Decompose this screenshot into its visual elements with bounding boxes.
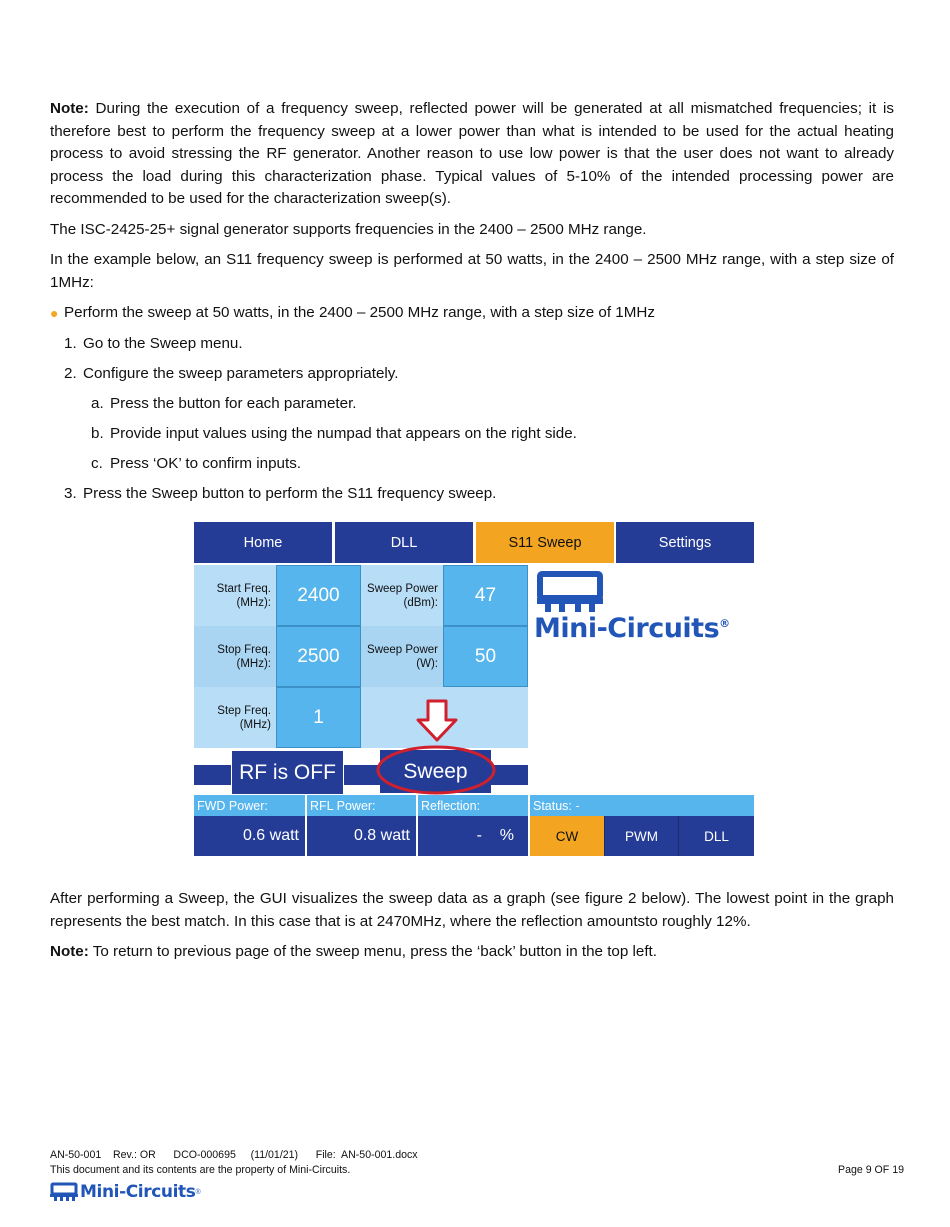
step-number: 3. [64, 484, 77, 502]
sweep-power-w-input[interactable]: 50 [443, 626, 528, 687]
sweep-power-dbm-label-line1: Sweep Power [367, 582, 438, 595]
logo-wordmark [534, 613, 730, 644]
footer-logo-text: Mini-Circuits [80, 1182, 196, 1202]
sweep-power-dbm-label [361, 565, 443, 626]
mini-circuits-chip-icon [537, 571, 603, 613]
logo-text: Mini-Circuits [534, 613, 720, 644]
reflection-readout [418, 816, 528, 856]
status-bar: Status: - [530, 795, 754, 816]
reflection-value: - [476, 827, 482, 844]
substep-item [50, 423, 894, 446]
stop-freq-label-line1: Stop Freq. [217, 643, 271, 656]
fwd-power-value: 0.6 [242, 827, 266, 844]
substep-letter: a. [91, 394, 104, 412]
tab-s11-sweep[interactable]: S11 Sweep [476, 522, 614, 563]
stop-freq-input[interactable]: 2500 [276, 626, 361, 687]
fwd-power-title: FWD Power: [194, 795, 305, 816]
fwd-power-unit: watt [269, 827, 299, 844]
mode-dll-button[interactable]: DLL [679, 816, 754, 856]
sweep-power-w-label-line1: Sweep Power [367, 643, 438, 656]
example-paragraph: In the example below, an S11 frequency sweep is performed at 50 watts, in the 2400 – 2500 MHz range, with a step size of 1MHz: [50, 251, 894, 291]
bullet-icon: ● [50, 305, 59, 321]
step-item [50, 483, 894, 506]
fwd-power-readout [194, 816, 305, 856]
substep-letter: c. [91, 454, 103, 472]
step-text: Go to the Sweep menu. [83, 334, 243, 352]
substep-letter: b. [91, 424, 104, 442]
back-note-label: Note: [50, 943, 89, 960]
rfl-power-title: RFL Power: [307, 795, 416, 816]
stop-freq-label [194, 626, 276, 687]
sweep-power-dbm-label-line2: (dBm): [403, 596, 438, 609]
gui-figure [194, 522, 754, 857]
sweep-power-w-label-line2: (W): [416, 657, 438, 670]
footer-page-number: Page 9 OF 19 [838, 1164, 904, 1176]
substep-item [50, 453, 894, 476]
mode-pwm-button[interactable]: PWM [605, 816, 679, 856]
step-number: 2. [64, 364, 77, 382]
results-paragraph: After performing a Sweep, the GUI visualizes the sweep data as a graph (see figure 2 below). The lowest point in the graph represents the best match. In this case that is at 2470MHz, where the reflection amountsto roughly 12%. [50, 890, 894, 930]
substep-text: Provide input values using the numpad that appears on the right side. [110, 424, 577, 442]
step-item [50, 333, 894, 356]
mode-cw-button[interactable]: CW [530, 816, 605, 856]
arrow-down-icon [414, 698, 460, 744]
substep-text: Press the button for each parameter. [110, 394, 357, 412]
start-freq-label-line2: (MHz): [236, 596, 271, 609]
footer-doc-info: AN-50-001 Rev.: OR DCO-000695 (11/01/21) File: AN-50-001.docx [50, 1149, 418, 1161]
logo-registered: ® [719, 617, 730, 630]
step-freq-input[interactable]: 1 [276, 687, 361, 748]
step-freq-label-line2: (MHz) [239, 718, 271, 731]
start-freq-label [194, 565, 276, 626]
highlight-ellipse [374, 744, 498, 796]
substep-item [50, 393, 894, 416]
note-label: Note: [50, 100, 89, 117]
back-note-text: To return to previous page of the sweep menu, press the ‘back’ button in the top left. [88, 943, 657, 960]
tab-settings[interactable]: Settings [616, 522, 754, 563]
rfl-power-readout [307, 816, 416, 856]
back-note-paragraph [50, 941, 894, 964]
mini-circuits-chip-icon [50, 1182, 78, 1202]
substep-text: Press ‘OK’ to confirm inputs. [110, 454, 302, 472]
step-number: 1. [64, 334, 77, 352]
stop-freq-label-line2: (MHz): [236, 657, 271, 670]
tab-home[interactable]: Home [194, 522, 332, 563]
start-freq-label-line1: Start Freq. [216, 582, 271, 595]
footer-property-notice: This document and its contents are the property of Mini-Circuits. [50, 1164, 351, 1176]
bullet-text: Perform the sweep at 50 watts, in the 2400 – 2500 MHz range, with a step size of 1MHz [64, 304, 655, 321]
rf-toggle-button[interactable]: RF is OFF [231, 750, 344, 795]
bullet-item [50, 302, 894, 325]
step-freq-label [194, 687, 276, 748]
document-body-after-figure [50, 888, 894, 972]
note-text: During the execution of a frequency sweep, reflected power will be generated at all mismatched frequencies; it is therefore best to perform the frequency sweep at a lower power than what is intended to be used for the actual heating process to avoid stressing the RF generator. Another reason to use low power is that the user does not want to already process the load during this characterization phase. Typical values of 5-10% of the intended processing power are recommended to be used for the characterization sweep(s). [50, 100, 894, 207]
reflection-title: Reflection: [418, 795, 528, 816]
start-freq-input[interactable]: 2400 [276, 565, 361, 626]
step-freq-label-line1: Step Freq. [217, 704, 271, 717]
step-item [50, 363, 894, 386]
step-text: Configure the sweep parameters appropriately. [83, 364, 399, 382]
tab-dll[interactable]: DLL [335, 522, 473, 563]
rfl-power-value: 0.8 [353, 827, 377, 844]
footer-logo-registered: ® [195, 1188, 201, 1196]
frequency-range-paragraph: The ISC-2425-25+ signal generator supports frequencies in the 2400 – 2500 MHz range. [50, 220, 647, 238]
reflection-unit: % [499, 827, 514, 844]
rfl-power-unit: watt [380, 827, 410, 844]
sweep-power-dbm-input[interactable]: 47 [443, 565, 528, 626]
footer-logo [50, 1180, 201, 1204]
sweep-power-w-label [361, 626, 443, 687]
sweep-button[interactable]: Sweep [380, 750, 491, 793]
note-paragraph [50, 98, 894, 211]
document-body [50, 98, 894, 513]
logo-panel [528, 565, 754, 795]
step-text: Press the Sweep button to perform the S11 frequency sweep. [83, 484, 497, 502]
